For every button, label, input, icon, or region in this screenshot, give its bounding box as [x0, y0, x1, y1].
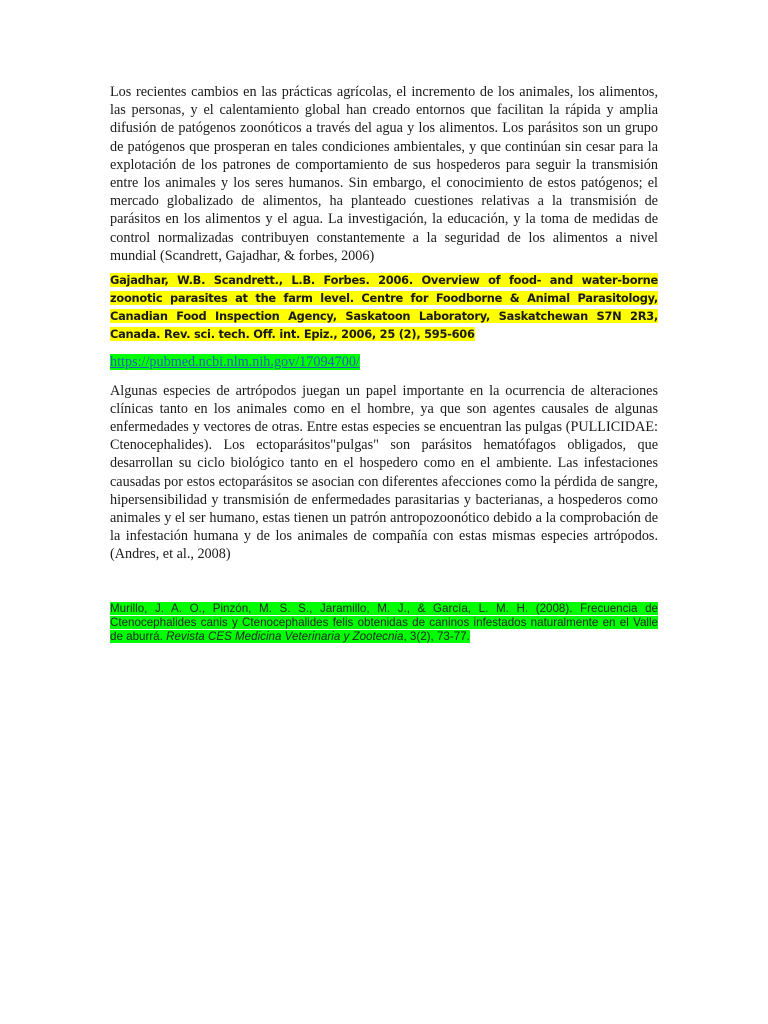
- reference-gajadhar: [110, 272, 658, 344]
- pubmed-link[interactable]: https://pubmed.ncbi.nlm.nih.gov/17094700/: [110, 353, 360, 370]
- paragraph-zoonotic-pathogens: Los recientes cambios en las prácticas agrícolas, el incremento de los animales, los alimentos, las personas, y el calentamiento global han creado entornos que facilitan la rápida y amplia difusión de patógenos zoonóticos a través del agua y los alimentos. Los parásitos son un grupo de patógenos que prosperan en tales condiciones ambientales, y que continúan sin cesar para la explotación de los patrones de comportamiento de sus hospederos para seguir la transmisión entre los animales y los seres humanos. Sin embargo, el conocimiento de estos patógenos; el mercado globalizado de alimentos, ha planteado cuestiones relativas a la transmisión de parásitos en los alimentos y el agua. La investigación, la educación, y la toma de medidas de control normalizadas contribuyen constantemente a la seguridad de los alimentos a nivel mundial (Scandrett, Gajadhar, & forbes, 2006): [110, 84, 658, 264]
- pubmed-link-line: [110, 353, 658, 371]
- pubmed-link-highlight: [110, 354, 360, 370]
- reference-murillo-highlight: [110, 602, 658, 643]
- document-page: [110, 83, 658, 644]
- reference-murillo-volume-pages: , 3(2), 73-77.: [403, 629, 470, 643]
- reference-murillo: [110, 602, 658, 644]
- reference-murillo-journal: Revista CES Medicina Veterinaria y Zootecnia: [166, 629, 404, 643]
- paragraph-arthropods-fleas: Algunas especies de artrópodos juegan un papel importante en la ocurrencia de alteraciones clínicas tanto en los animales como en el hombre, ya que son agentes causales de algunas enfermedades y vectores de otras. Entre estas especies se encuentran las pulgas (PULLICIDAE: Ctenocephalides). Los ectoparásitos"pulgas" son parásitos hematófagos obligados, que desarrollan su ciclo biológico tanto en el hospedero como en el ambiente. Las infestaciones causadas por estos ectoparásitos se asocian con diferentes afecciones como la pérdida de sangre, hipersensibilidad y transmisión de enfermedades parasitarias y bacterianas, a hospederos como animales y el ser humano, estas tienen un patrón antropozoonótico debido a la comprobación de la infestación humana y de los animales de compañía con estas mismas especies artrópodos. (Andres, et al., 2008): [110, 382, 658, 563]
- reference-murillo-authors-title: Murillo, J. A. O., Pinzón, M. S. S., Jaramillo, M. J., & García, L. M. H. (2008). Frecuencia de Ctenocephalides canis y Ctenocephalides felis obtenidas de caninos infestados naturalmente en el Valle de aburrá.: [110, 601, 658, 643]
- reference-gajadhar-text: Gajadhar, W.B. Scandrett., L.B. Forbes. 2006. Overview of food- and water-borne zoonotic parasites at the farm level. Centre for Foodborne & Animal Parasitology, Canadian Food Inspection Agency, Saskatoon Laboratory, Saskatchewan S7N 2R3, Canada. Rev. sci. tech. Off. int. Epiz., 2006, 25 (2), 595-606: [110, 273, 658, 341]
